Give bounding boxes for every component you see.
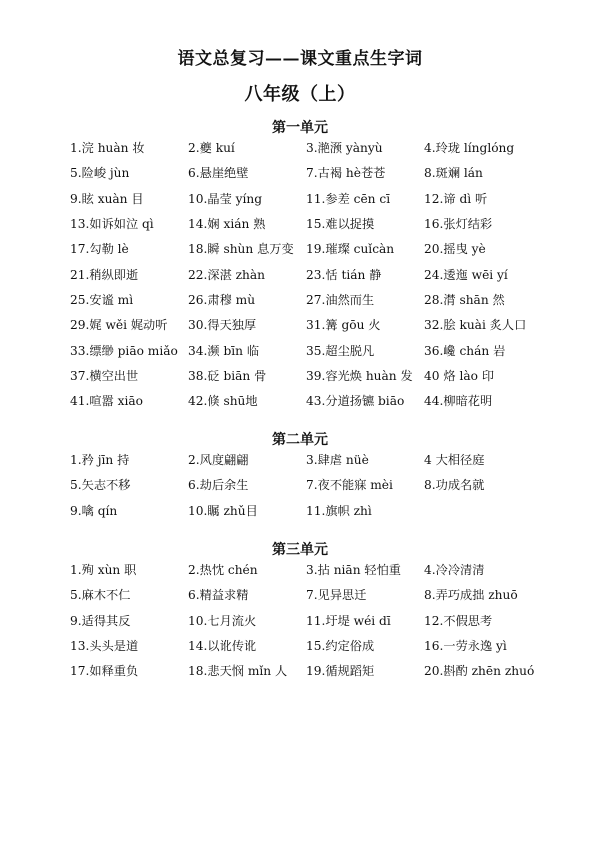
word-row [70, 186, 550, 211]
word-entry: 9.适得其反 [70, 613, 131, 628]
unit-2-word-grid [70, 447, 550, 523]
word-entry: 13.头头是道 [70, 639, 139, 654]
word-entry: 11.旗帜 zhì [306, 503, 372, 518]
word-entry: 2.夔 kuí [188, 141, 235, 156]
word-entry: 1.浣 huàn 妆 [70, 141, 145, 156]
word-entry: 6.劫后余生 [188, 478, 249, 493]
word-row [70, 312, 550, 337]
word-entry: 3.肆虐 nüè [306, 453, 369, 468]
word-entry: 30.得天独厚 [188, 318, 257, 333]
word-entry: 18.悲天悯 mǐn 人 [188, 664, 288, 679]
word-row [70, 261, 550, 286]
word-row [70, 135, 550, 160]
word-entry: 13.如诉如泣 qì [70, 217, 154, 232]
word-entry: 23.恬 tián 静 [306, 267, 382, 282]
word-entry: 7.古褐 hè苍苍 [306, 166, 386, 181]
word-entry: 1.矜 jīn 持 [70, 453, 130, 468]
unit-1-heading: 第一单元 [272, 120, 328, 136]
word-entry: 3.拈 niān 轻怕重 [306, 563, 401, 578]
word-row [70, 498, 550, 523]
word-entry: 4.冷冷清清 [424, 563, 485, 578]
word-entry: 40 烙 lào 印 [424, 368, 495, 383]
word-entry: 12.不假思考 [424, 613, 493, 628]
word-entry: 44.柳暗花明 [424, 394, 493, 409]
word-entry: 6.悬崖绝壁 [188, 166, 249, 181]
word-entry: 7.夜不能寐 mèi [306, 478, 393, 493]
word-row [70, 658, 550, 683]
grade-heading: 八年级（上） [244, 84, 356, 105]
word-entry: 26.肃穆 mù [188, 292, 256, 307]
word-entry: 39.容光焕 huàn 发 [306, 368, 413, 383]
word-entry: 33.缥缈 piāo miǎo [70, 343, 178, 358]
word-row [70, 633, 550, 658]
word-entry: 9.噙 qín [70, 503, 118, 518]
word-entry: 5.矢志不移 [70, 478, 131, 493]
word-entry: 28.潸 shān 然 [424, 292, 505, 307]
word-entry: 25.安谧 mì [70, 292, 134, 307]
document-title: 语文总复习——课文重点生字词 [177, 49, 423, 69]
word-entry: 43.分道扬镳 biāo [306, 394, 405, 409]
word-entry: 20.斟酌 zhēn zhuó [424, 664, 535, 679]
word-entry: 16.一劳永逸 yì [424, 639, 507, 654]
word-entry: 32.脍 kuài 炙人口 [424, 318, 527, 333]
word-row [70, 287, 550, 312]
word-entry: 18.瞬 shùn 息万变 [188, 242, 294, 257]
unit-3-heading: 第三单元 [272, 542, 328, 558]
word-entry: 8.斑斓 lán [424, 166, 483, 181]
word-entry: 24.逶迤 wēi yí [424, 267, 508, 282]
word-row [70, 472, 550, 497]
word-entry: 10.瞩 zhǔ目 [188, 503, 258, 518]
word-entry: 14.以讹传讹 [188, 639, 257, 654]
word-row [70, 211, 550, 236]
word-entry: 5.险峻 jùn [70, 166, 130, 181]
word-entry: 35.超尘脱凡 [306, 343, 375, 358]
word-entry: 29.娓 wěi 娓动听 [70, 318, 168, 333]
word-entry: 6.精益求精 [188, 588, 249, 603]
word-entry: 38.砭 biān 骨 [188, 368, 267, 383]
word-entry: 41.喧嚣 xiāo [70, 394, 144, 409]
word-entry: 1.殉 xùn 职 [70, 563, 137, 578]
word-row [70, 236, 550, 261]
word-row [70, 557, 550, 582]
unit-1-word-grid [70, 135, 550, 413]
word-entry: 15.约定俗成 [306, 639, 375, 654]
word-entry: 2.热忱 chén [188, 563, 258, 578]
word-entry: 11.参差 cēn cī [306, 191, 391, 206]
word-entry: 34.濒 bīn 临 [188, 343, 260, 358]
word-entry: 7.见异思迁 [306, 588, 367, 603]
word-entry: 8.功成名就 [424, 478, 485, 493]
word-entry: 17.如释重负 [70, 664, 139, 679]
word-entry: 8.弄巧成拙 zhuō [424, 588, 518, 603]
word-row [70, 447, 550, 472]
word-entry: 20.摇曳 yè [424, 242, 486, 257]
word-entry: 15.难以捉摸 [306, 217, 375, 232]
word-entry: 3.滟滪 yànyù [306, 141, 383, 156]
word-row [70, 608, 550, 633]
word-entry: 14.娴 xián 熟 [188, 217, 266, 232]
word-entry: 19.循规蹈矩 [306, 664, 375, 679]
word-entry: 4.玲珑 línglóng [424, 141, 515, 156]
word-entry: 19.璀璨 cuǐcàn [306, 242, 395, 257]
word-entry: 9.眩 xuàn 目 [70, 191, 144, 206]
word-entry: 12.谛 dì 听 [424, 191, 488, 206]
word-entry: 17.勾勒 lè [70, 242, 129, 257]
word-entry: 22.深湛 zhàn [188, 267, 266, 282]
word-entry: 27.油然而生 [306, 292, 375, 307]
unit-3-word-grid [70, 557, 550, 683]
word-row [70, 388, 550, 413]
word-entry: 10.晶莹 yíng [188, 191, 263, 206]
word-entry: 21.稍纵即逝 [70, 267, 139, 282]
word-entry: 31.篝 gōu 火 [306, 318, 381, 333]
unit-2-heading: 第二单元 [272, 432, 328, 448]
word-entry: 4 大相径庭 [424, 453, 485, 468]
word-entry: 16.张灯结彩 [424, 217, 493, 232]
word-row [70, 582, 550, 607]
word-row [70, 337, 550, 362]
word-entry: 42.倏 shū地 [188, 394, 258, 409]
word-entry: 5.麻木不仁 [70, 588, 131, 603]
word-entry: 2.风度翩翩 [188, 453, 249, 468]
word-row [70, 160, 550, 185]
word-entry: 37.横空出世 [70, 368, 139, 383]
word-entry: 11.圩堤 wéi dī [306, 613, 391, 628]
word-entry: 36.巉 chán 岩 [424, 343, 506, 358]
word-entry: 10.七月流火 [188, 613, 257, 628]
word-row [70, 363, 550, 388]
